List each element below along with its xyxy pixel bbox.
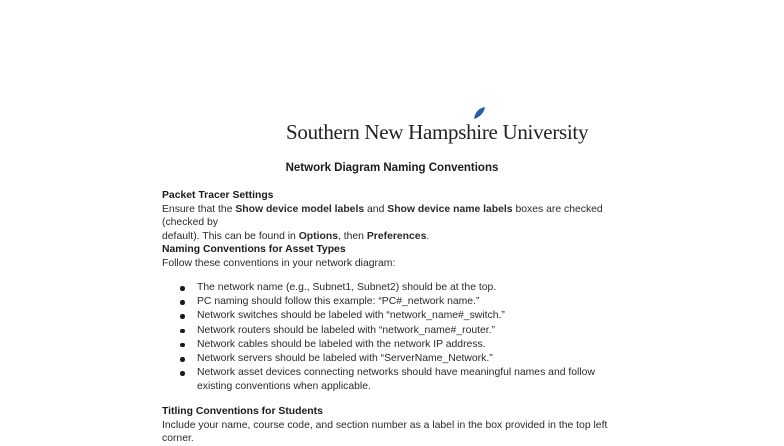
packet-tracer-line-2 [162, 230, 632, 244]
logo-text-part-2: re University [481, 120, 589, 144]
bullet-icon [180, 357, 185, 362]
list-item [180, 324, 630, 338]
list-item [180, 338, 630, 352]
list-item-text: Network cables should be labeled with the network IP address. [197, 338, 486, 350]
logo-text-h: h [466, 120, 477, 144]
list-item [180, 366, 630, 394]
text-segment: , then [337, 230, 367, 242]
titling-heading: Titling Conventions for Students [162, 406, 323, 417]
naming-bullet-list [180, 281, 630, 395]
naming-heading: Naming Conventions for Asset Types [162, 244, 346, 255]
packet-tracer-line-1 [162, 203, 632, 230]
document-title: Network Diagram Naming Conventions [285, 162, 499, 174]
show-name-labels-setting: Show device name labels [387, 203, 513, 215]
list-item-text: PC naming should follow this example: “PC#_network name.” [197, 296, 480, 308]
list-item [180, 309, 630, 323]
naming-intro: Follow these conventions in your network diagram: [162, 257, 396, 269]
packet-tracer-heading: Packet Tracer Settings [162, 190, 274, 201]
text-segment: Ensure that the [162, 203, 236, 215]
titling-line-2: corner. [162, 433, 194, 445]
list-item [180, 295, 630, 309]
titling-line-1: Include your name, course code, and section number as a label in the box provided in the top left [162, 419, 608, 431]
bullet-icon [180, 314, 185, 319]
list-item [180, 281, 630, 295]
list-item-text: Network switches should be labeled with “network_name#_switch.” [197, 310, 505, 322]
bullet-icon [180, 343, 185, 348]
preferences-menu-ref: Preferences [366, 230, 427, 242]
bullet-icon [180, 371, 185, 376]
titling-section [162, 405, 632, 446]
list-item-text: Network routers should be labeled with “network_name#_router.” [197, 324, 496, 336]
logo-text-part-1: Southern New Hamps [286, 120, 467, 144]
logo-i-with-leaf [476, 118, 482, 146]
bullet-icon [180, 286, 185, 291]
list-item-text: Network asset devices connecting networks should have meaningful names and follow existing conventions when applicable. [197, 367, 595, 393]
list-item-text: Network servers should be labeled with “ServerName_Network.” [197, 353, 493, 365]
bullet-icon [180, 300, 185, 305]
list-item-text: The network name (e.g., Subnet1, Subnet2) should be at the top. [197, 282, 497, 293]
list-item [180, 352, 630, 366]
text-segment: . [426, 230, 430, 242]
leaf-icon [472, 106, 486, 120]
logo-text-i: i [476, 120, 482, 144]
naming-section [162, 243, 632, 270]
bullet-icon [180, 329, 185, 334]
text-segment: boxes are checked (checked by [162, 203, 603, 229]
text-segment: and [364, 203, 388, 215]
text-segment: default). This can be found in [162, 230, 299, 242]
packet-tracer-section [162, 189, 632, 243]
university-logo [286, 118, 588, 146]
options-menu-ref: Options [298, 230, 338, 242]
show-model-labels-setting: Show device model labels [235, 203, 365, 215]
